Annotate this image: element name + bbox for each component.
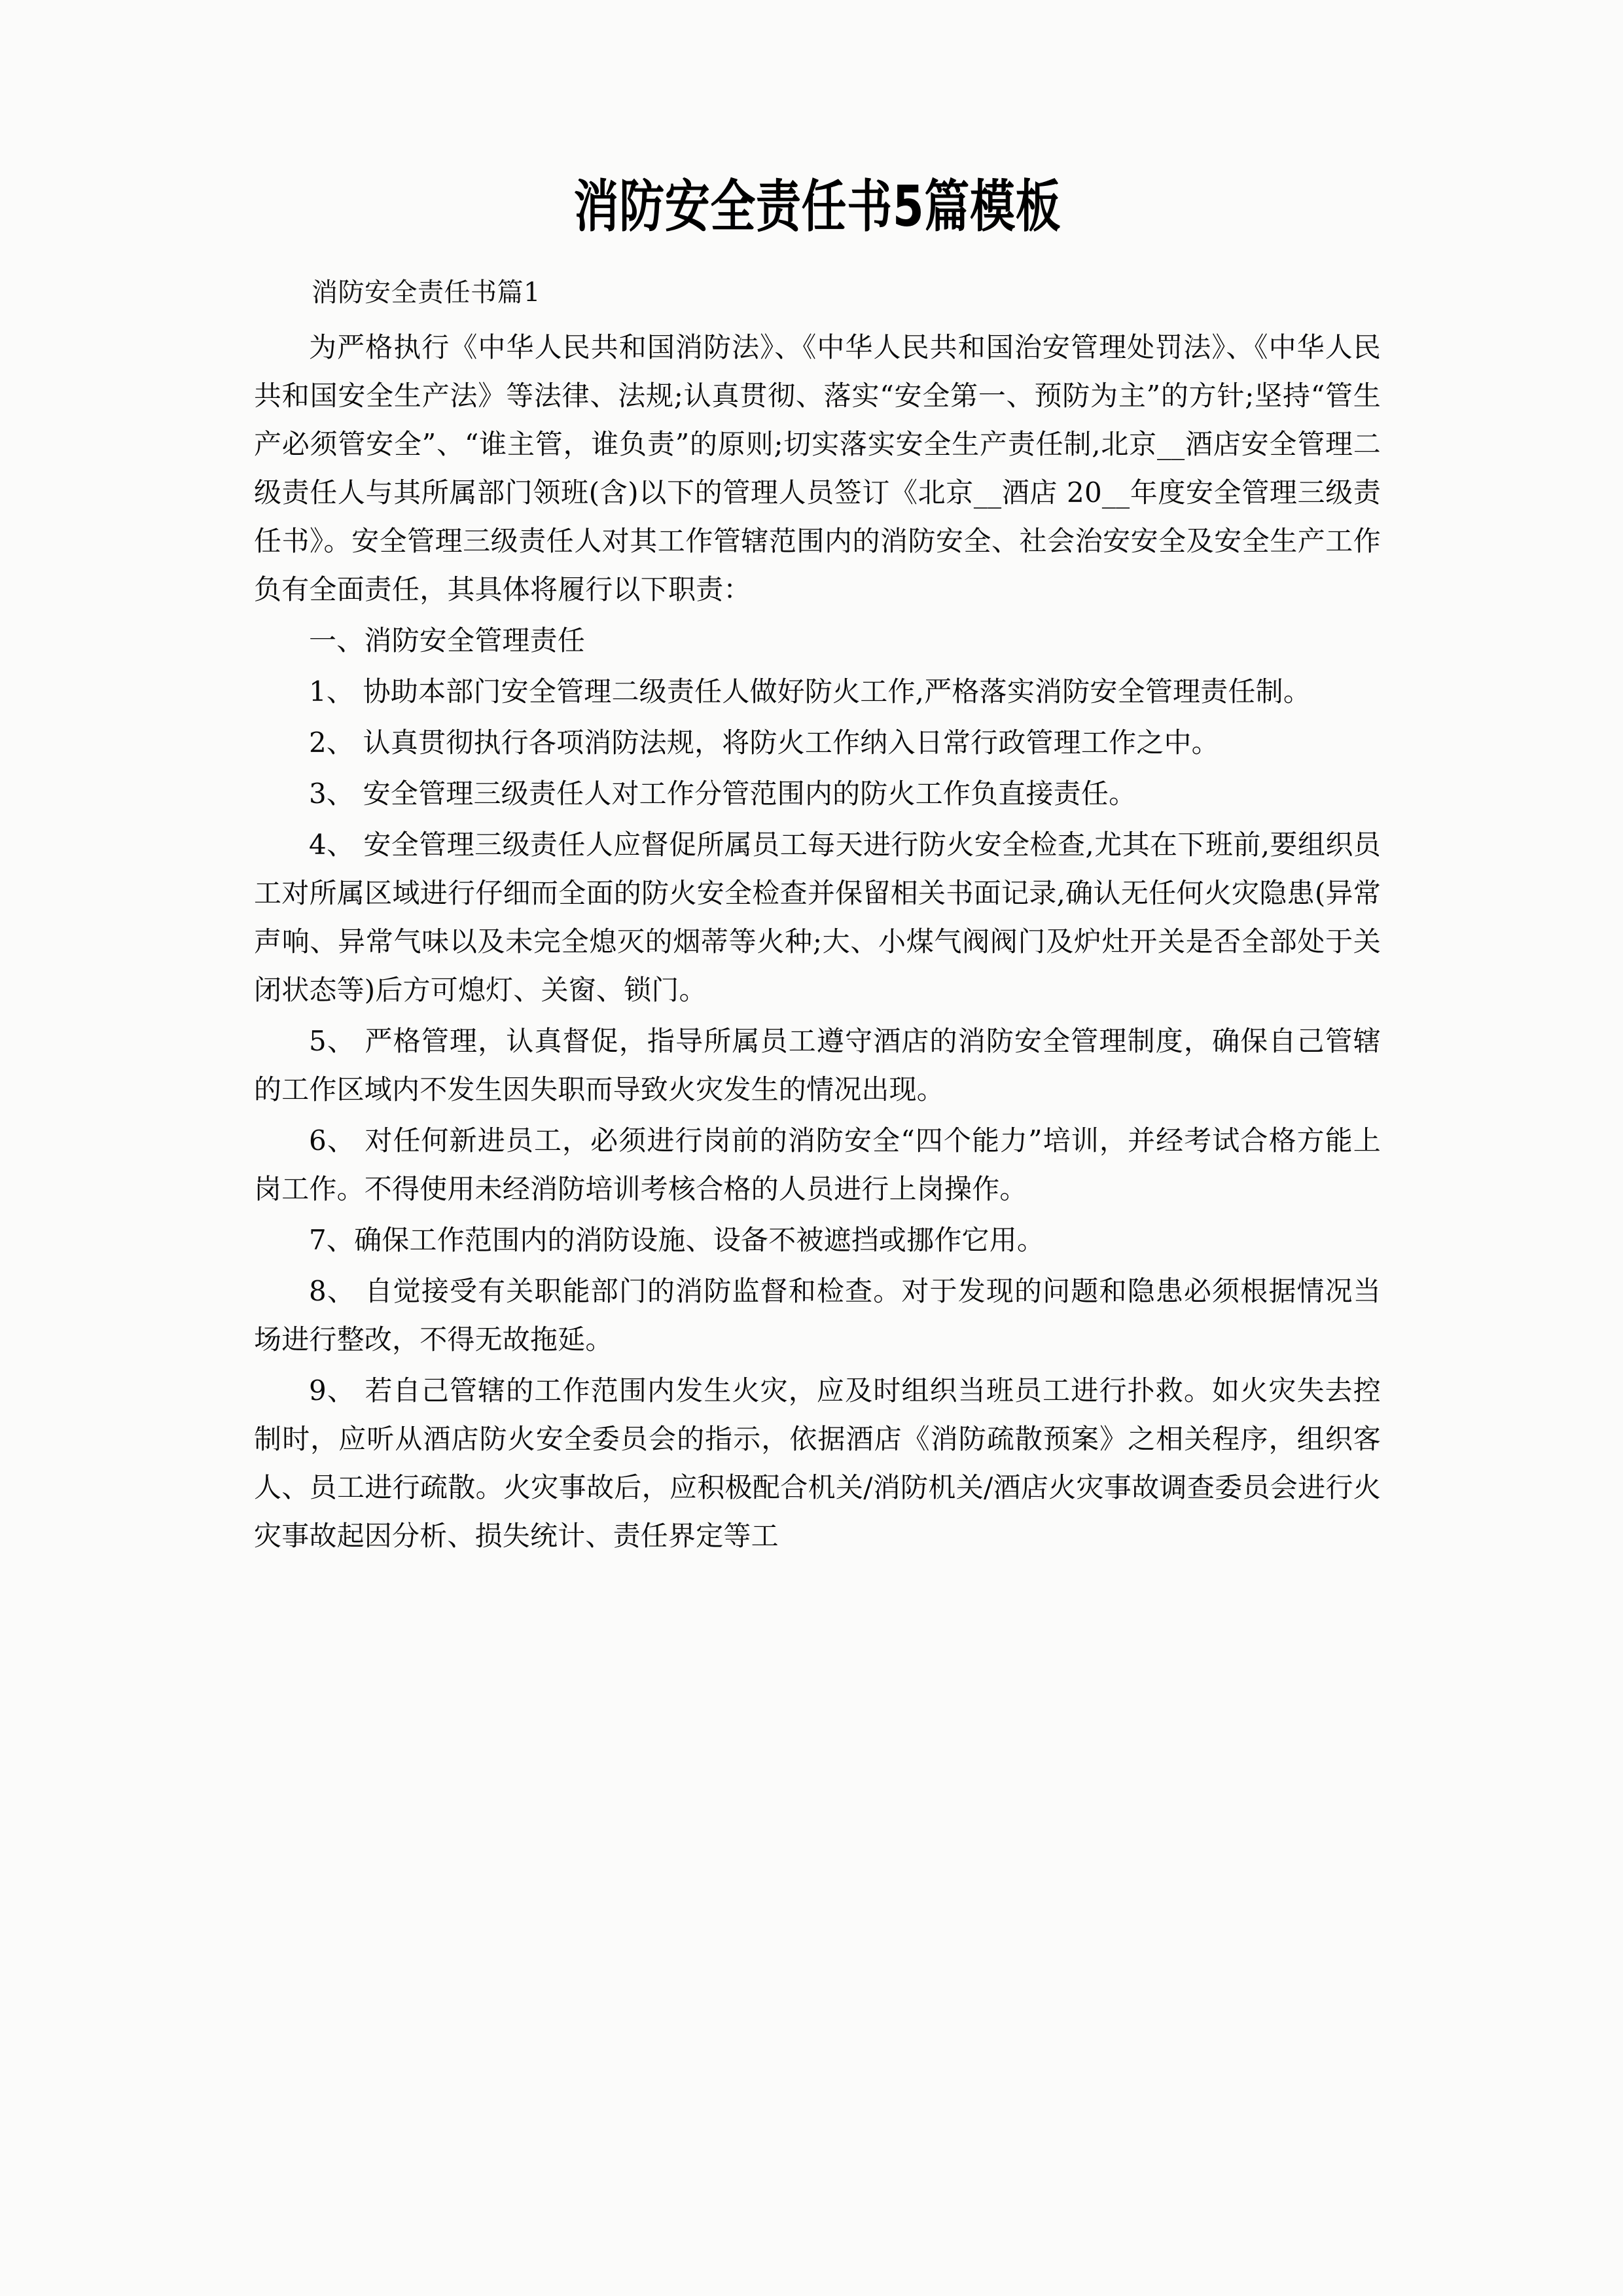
paragraph-intro: 为严格执行《中华人民共和国消防法》、《中华人民共和国治安管理处罚法》、《中华人民共和国安全生产法》等法律、法规;认真贯彻、落实“安全第一、预防为主”的方针;坚持“管生产必须管安全”、“谁主管，谁负责”的原则;切实落实安全生产责任制,北京__酒店安全管理二级责任人与其所属部门领班(含)以下的管理人员签订《北京__酒店 20__年度安全管理三级责任书》。安全管理三级责任人对其工作管辖范围内的消防安全、社会治安安全及安全生产工作负有全面责任，其具体将履行以下职责： <box>254 331 1381 605</box>
paragraph-item-6: 6、 对任何新进员工，必须进行岗前的消防安全“四个能力”培训，并经考试合格方能上岗工作。不得使用未经消防培训考核合格的人员进行上岗操作。 <box>254 1124 1381 1205</box>
page-title: 消防安全责任书5篇模板 <box>573 174 1061 240</box>
paragraph-item-9: 9、 若自己管辖的工作范围内发生火灾，应及时组织当班员工进行扑救。如火灾失去控制时，应听从酒店防火安全委员会的指示，依据酒店《消防疏散预案》之相关程序，组织客人、员工进行疏散。火灾事故后，应积极配合机关/消防机关/酒店火灾事故调查委员会进行火灾事故起因分析、损失统计、责任界定等工 <box>254 1374 1381 1552</box>
paragraph-item-8: 8、 自觉接受有关职能部门的消防监督和检查。对于发现的问题和隐患必须根据情况当场进行整改，不得无故拖延。 <box>254 1275 1381 1355</box>
paragraph-item-5: 5、 严格管理，认真督促，指导所属员工遵守酒店的消防安全管理制度，确保自己管辖的工作区域内不发生因失职而导致火灾发生的情况出现。 <box>254 1025 1381 1105</box>
paragraph-item-7: 7、确保工作范围内的消防设施、设备不被遮挡或挪作它用。 <box>309 1224 1045 1256</box>
paragraph-item-4: 4、 安全管理三级责任人应督促所属员工每天进行防火安全检查,尤其在下班前,要组织员工对所属区域进行仔细而全面的防火安全检查并保留相关书面记录,确认无任何火灾隐患(异常声响、异常气味以及未完全熄灭的烟蒂等火种;大、小煤气阀阀门及炉灶开关是否全部处于关闭状态等)后方可熄灯、关窗、锁门。 <box>254 829 1381 1006</box>
paragraph-section-1: 一、消防安全管理责任 <box>309 624 586 656</box>
paragraph-item-1: 1、 协助本部门安全管理二级责任人做好防火工作,严格落实消防安全管理责任制。 <box>309 675 1311 708</box>
document-content <box>254 170 1381 1560</box>
document-subheading: 消防安全责任书篇1 <box>312 278 541 308</box>
paragraph-item-2: 2、 认真贯彻执行各项消防法规，将防火工作纳入日常行政管理工作之中。 <box>309 726 1219 759</box>
paragraph-item-3: 3、 安全管理三级责任人对工作分管范围内的防火工作负直接责任。 <box>309 778 1137 810</box>
